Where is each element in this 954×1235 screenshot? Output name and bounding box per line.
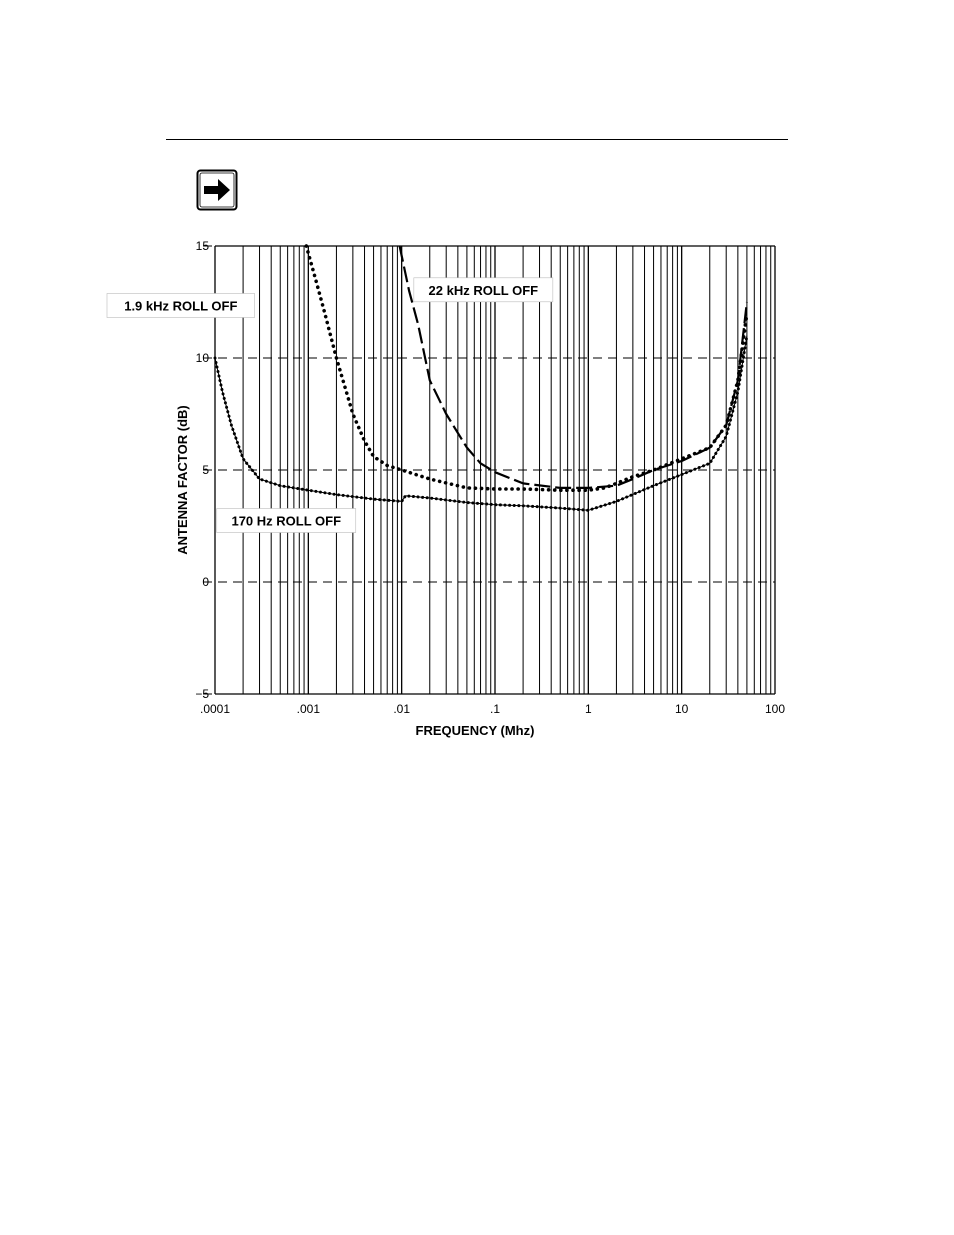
x-tick-label: 1 [584,702,592,716]
x-tick-label: .1 [489,702,501,716]
y-tick-label: −5 [195,687,209,701]
x-axis-title: FREQUENCY (Mhz) [415,723,535,738]
annotation-label: 170 Hz ROLL OFF [231,513,342,529]
x-tick-label: 10 [674,702,689,716]
y-tick-label: 5 [202,463,209,477]
antenna-factor-chart [124,232,800,752]
y-axis-title: ANTENNA FACTOR (dB) [175,405,190,555]
y-tick-label: 10 [195,351,209,365]
x-tick-label: 100 [764,702,786,716]
header-rule [166,139,788,140]
x-tick-label: .0001 [199,702,231,716]
x-tick-label: .001 [296,702,321,716]
x-tick-label: .01 [393,702,411,716]
y-tick-label: 15 [195,239,209,253]
x-grid [203,246,775,694]
right-arrow-note-icon [196,169,238,211]
annotation-label: 1.9 kHz ROLL OFF [124,298,238,314]
y-tick-label: 0 [202,575,209,589]
annotation-label: 22 kHz ROLL OFF [428,282,539,298]
